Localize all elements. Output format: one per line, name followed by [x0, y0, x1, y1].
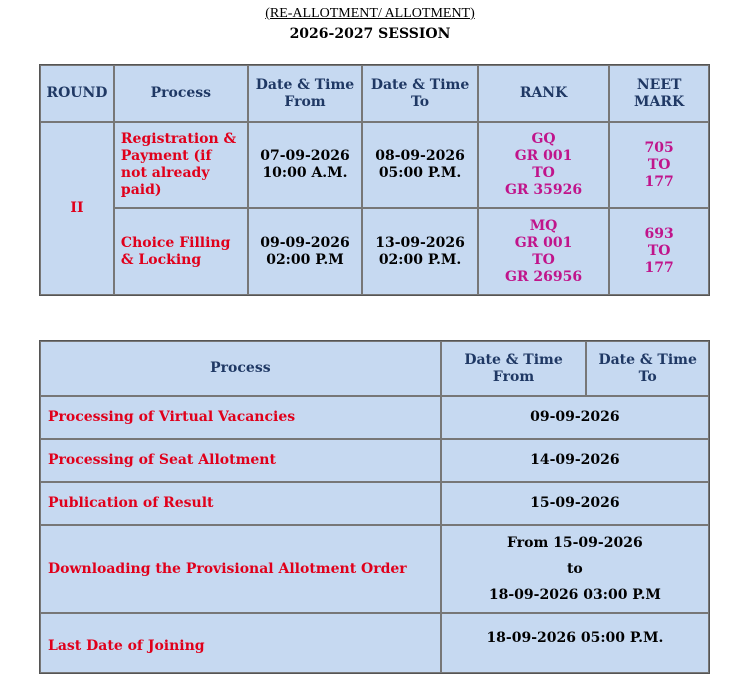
allotment-schedule-table	[39, 340, 710, 674]
neet-line: TO	[647, 156, 671, 173]
document-title: (RE-ALLOTMENT/ ALLOTMENT)	[265, 6, 475, 21]
schedule-date-range	[441, 525, 709, 613]
neet-mark-range	[609, 208, 709, 295]
schedule-date: 14-09-2026	[441, 439, 709, 482]
header-neet-line2: MARK	[634, 93, 685, 110]
rank-line: GR 35926	[504, 182, 583, 198]
process-download-order: Downloading the Provisional Allotment Order	[40, 525, 441, 613]
process-virtual-vacancies: Processing of Virtual Vacancies	[40, 396, 441, 439]
header-from	[248, 65, 363, 122]
process-line: not already	[120, 165, 210, 181]
header-process: Process	[40, 341, 441, 396]
to-date: 08-09-2026	[375, 148, 465, 164]
from-date: 07-09-2026	[260, 148, 350, 164]
from-date-time	[248, 122, 363, 208]
process-registration	[114, 122, 248, 208]
process-line: Registration &	[120, 131, 237, 147]
header-to-line2: To	[410, 93, 430, 110]
rank-line: MQ	[529, 217, 558, 234]
header-round: ROUND	[40, 65, 114, 122]
to-date-time	[362, 208, 478, 295]
rank-line: GR 001	[514, 234, 573, 251]
process-choice-filling	[114, 208, 248, 295]
date-line: 18-09-2026 03:00 P.M	[488, 587, 661, 603]
header-to-line2: To	[638, 368, 657, 385]
table-row	[40, 482, 709, 525]
header-to-line1: Date & Time	[370, 76, 470, 93]
header-from-line2: From	[492, 368, 535, 385]
round-number: II	[40, 122, 114, 295]
header-from	[441, 341, 587, 396]
from-time: 02:00 P.M	[266, 251, 344, 268]
table-header-row	[40, 341, 709, 396]
round-schedule-table	[39, 64, 710, 296]
session-title: 2026-2027 SESSION	[289, 26, 451, 42]
neet-line: 177	[644, 260, 674, 276]
from-date: 09-09-2026	[260, 234, 350, 251]
rank-line: TO	[532, 251, 555, 268]
header-from-line1: Date & Time	[255, 76, 355, 93]
neet-mark-range	[609, 122, 709, 208]
header-to	[586, 341, 709, 396]
rank-line: GR 26956	[504, 268, 583, 285]
neet-line: 177	[644, 173, 674, 190]
table-row	[40, 122, 709, 208]
neet-line: TO	[647, 243, 671, 259]
header-from-line1: Date & Time	[464, 351, 563, 368]
header-neet-line1: NEET	[636, 76, 682, 93]
header-to	[362, 65, 478, 122]
rank-line: GQ	[531, 131, 556, 147]
to-date-time	[362, 122, 478, 208]
table-row	[40, 396, 709, 439]
rank-range	[478, 208, 609, 295]
rank-range	[478, 122, 609, 208]
rank-line: TO	[532, 165, 555, 181]
to-time: 02:00 P.M.	[378, 251, 462, 268]
to-date: 13-09-2026	[375, 234, 465, 251]
table-row	[40, 613, 709, 673]
date-line: From 15-09-2026	[507, 535, 643, 551]
neet-line: 705	[644, 139, 674, 156]
process-last-date-joining: Last Date of Joining	[40, 613, 441, 673]
from-time: 10:00 A.M.	[262, 165, 348, 181]
table-row	[40, 208, 709, 295]
process-line: Payment (if	[120, 148, 212, 164]
table-header-row	[40, 65, 709, 122]
from-date-time	[248, 208, 363, 295]
process-line: & Locking	[120, 251, 202, 268]
schedule-date: 18-09-2026 05:00 P.M.	[441, 613, 709, 673]
header-process: Process	[114, 65, 248, 122]
header-from-line2: From	[284, 93, 326, 110]
header-rank: RANK	[478, 65, 609, 122]
process-seat-allotment: Processing of Seat Allotment	[40, 439, 441, 482]
schedule-date: 15-09-2026	[441, 482, 709, 525]
table-row	[40, 525, 709, 613]
table-row	[40, 439, 709, 482]
neet-line: 693	[644, 226, 674, 242]
header-to-line1: Date & Time	[598, 351, 697, 368]
process-line: paid)	[120, 182, 162, 198]
to-time: 05:00 P.M.	[378, 165, 462, 181]
process-publication-result: Publication of Result	[40, 482, 441, 525]
rank-line: GR 001	[514, 148, 573, 164]
header-neet-mark	[609, 65, 709, 122]
process-line: Choice Filling	[120, 234, 231, 251]
schedule-date: 09-09-2026	[441, 396, 709, 439]
date-line: to	[566, 561, 583, 577]
